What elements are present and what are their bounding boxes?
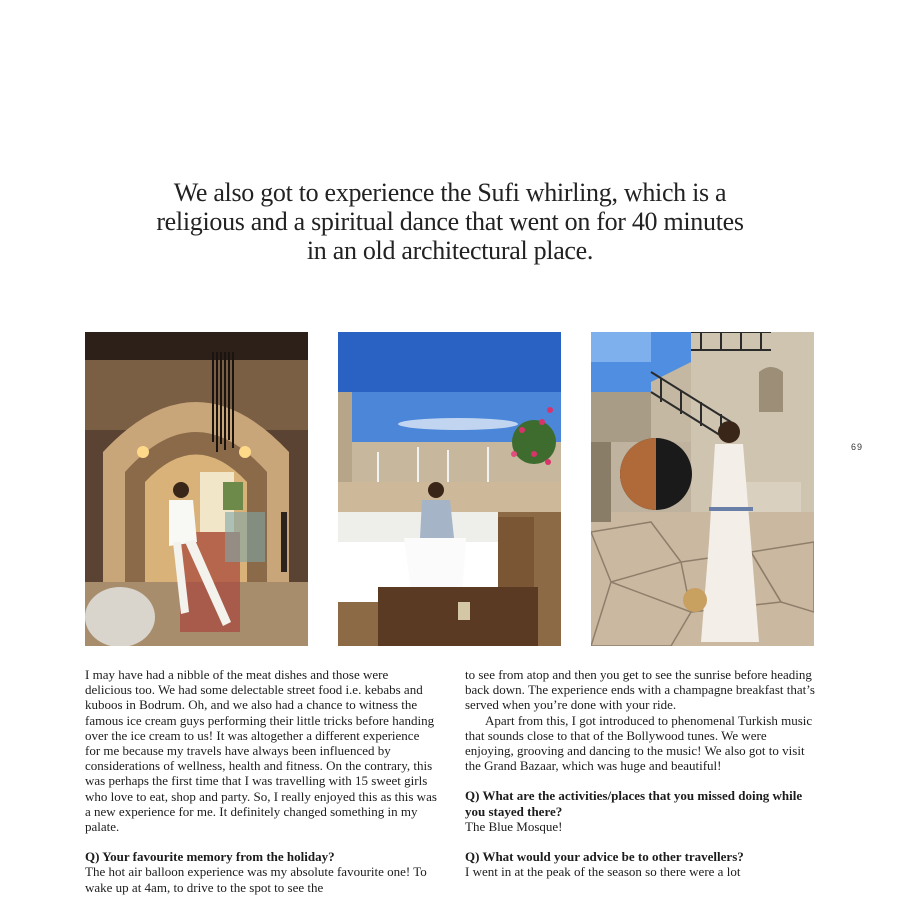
pull-quote: We also got to experience the Sufi whirling, which is a religious and a spiritual dance that went on for 40 minutes in an old architectural place.	[156, 178, 744, 265]
text-column-right	[465, 667, 817, 879]
photo-arch-hall-image	[85, 332, 308, 646]
page-number: 69	[851, 442, 864, 452]
photo-stone-courtyard	[591, 332, 814, 646]
body-paragraph: Apart from this, I got introduced to phenomenal Turkish music that sounds close to that of the Bollywood tunes. We were enjoying, grooving and dancing to the music! We also got to visit the Grand Bazaar, which was huge and beautiful!	[465, 712, 813, 774]
interview-answer: I went in at the peak of the season so there were a lot	[465, 864, 741, 880]
interview-question: Q) Your favourite memory from the holiday?	[85, 849, 335, 865]
interview-question: Q) What are the activities/places that you missed doing while you stayed there?	[465, 788, 803, 819]
photo-stone-courtyard-image	[591, 332, 814, 646]
body-paragraph: I may have had a nibble of the meat dishes and those were delicious too. We had some delectable street food i.e. kebabs and kuboos in Bodrum. Oh, and we also had a chance to witness the famous ice cream guys performing their little tricks before handing over the ice cream to us! It was altogether a different experience for me because my travels have always been influenced by considerations of wellness, health and fitness. On the contrary, this was perhaps the first time that I was travelling with 15 sweet girls who love to eat, shop and party. So, I really enjoyed this as this was a new experience for me. It definitely changed something in my palate.	[85, 667, 437, 835]
interview-answer: The Blue Mosque!	[465, 818, 563, 834]
photo-terrace-sofa-image	[338, 332, 561, 646]
body-paragraph: to see from atop and then you get to see the sunrise before heading back down. The experience ends with a champagne breakfast that’s served when you’re done with your ride.	[465, 667, 815, 713]
interview-question: Q) What would your advice be to other travellers?	[465, 849, 744, 865]
photo-arch-hall	[85, 332, 308, 646]
text-column-left	[85, 667, 437, 895]
interview-answer: The hot air balloon experience was my absolute favourite one! To wake up at 4am, to drive to the spot to see the	[85, 864, 427, 895]
photo-terrace-sofa	[338, 332, 561, 646]
